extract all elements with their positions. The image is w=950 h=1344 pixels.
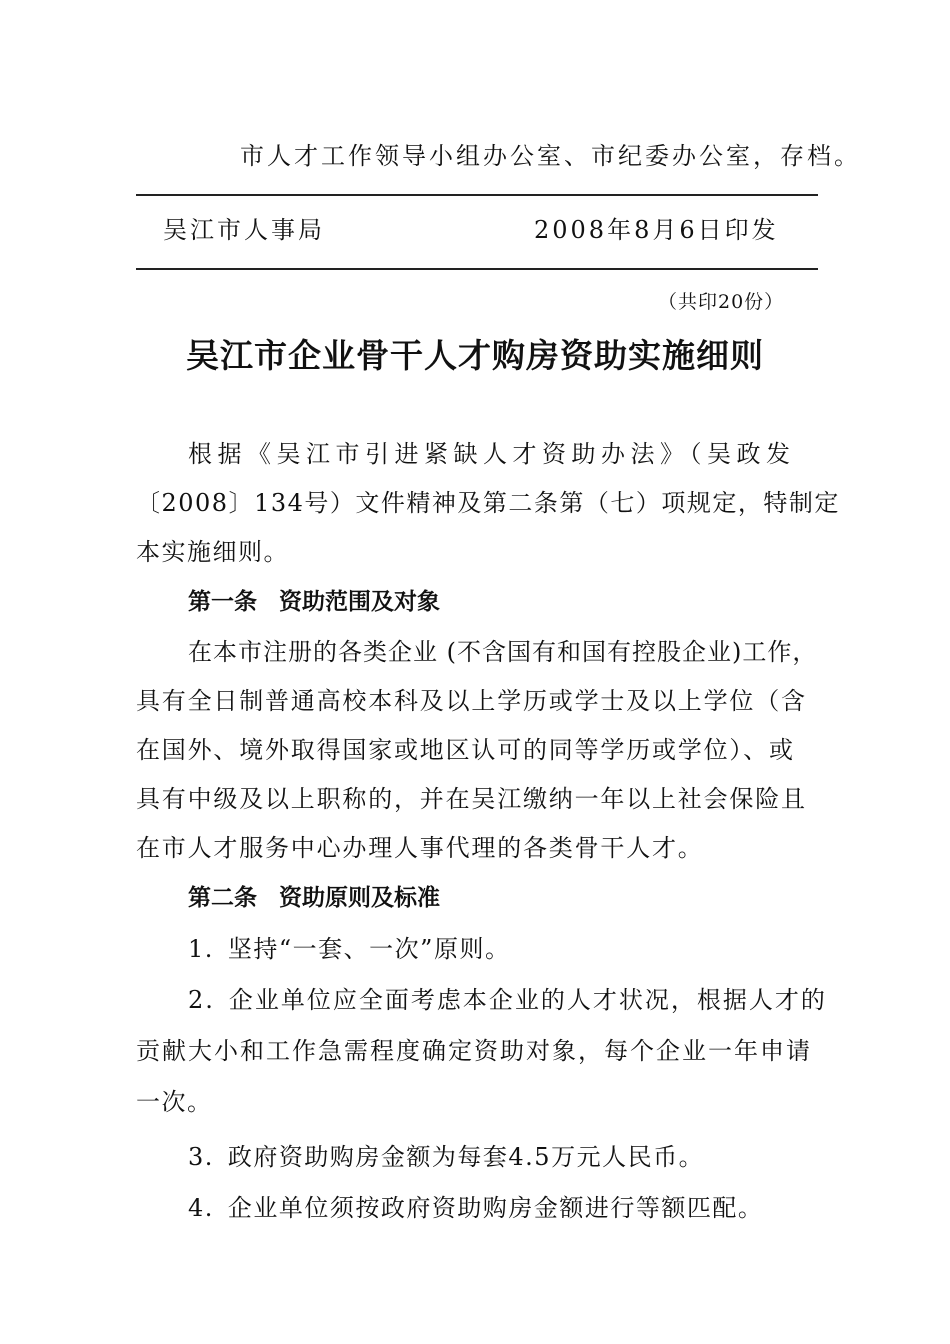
item-text: 政府资助购房金额为每套4.5万元人民币。 (227, 1143, 705, 1171)
intro-line: 本实施细则。 (136, 538, 289, 566)
header-rule-top (136, 194, 818, 196)
item-text: 企业单位须按政府资助购房金额进行等额匹配。 (227, 1194, 764, 1222)
issuer-name: 吴江市人事局 (163, 216, 325, 244)
article-1-line: 在市人才服务中心办理人事代理的各类骨干人才。 (136, 834, 704, 862)
intro-line: 〔2008〕134号）文件精神及第二条第（七）项规定，特制定 (136, 489, 840, 517)
issue-date: 2008年8月6日印发 (534, 216, 779, 244)
article-1-line: 在本市注册的各类企业 (不含国有和国有控股企业)工作， (188, 638, 818, 666)
item-number: 2. (188, 986, 215, 1014)
item-line: 贡献大小和工作急需程度确定资助对象，每个企业一年申请 (136, 1037, 812, 1065)
article-2-item (136, 924, 826, 975)
item-number: 3. (188, 1143, 214, 1171)
article-1-title: 资助范围及对象 (279, 589, 440, 615)
intro-paragraph (136, 430, 840, 577)
article-2-number: 第二条 (188, 885, 257, 911)
article-2-heading (136, 873, 826, 924)
article-1-paragraph (136, 628, 826, 873)
article-1-number: 第一条 (188, 589, 257, 615)
intro-line: 根据《吴江市引进紧缺人才资助办法》（吴政发 (188, 440, 796, 468)
copies-count: （共印20份） (658, 291, 785, 313)
article-2-item (136, 1183, 826, 1234)
item-text: 企业单位应全面考虑本企业的人才状况，根据人才的 (228, 986, 827, 1014)
item-text: 坚持“一套、一次”原则。 (227, 935, 511, 963)
article-1-heading (136, 577, 826, 628)
item-line: 一次。 (136, 1088, 213, 1116)
document-title: 吴江市企业骨干人才购房资助实施细则 (186, 336, 764, 375)
distribution-line: 市人才工作领导小组办公室、市纪委办公室，存档。 (240, 142, 861, 170)
article-1-line: 具有中级及以上职称的，并在吴江缴纳一年以上社会保险且 (136, 785, 807, 813)
item-line (136, 975, 826, 1026)
article-1-line: 在国外、境外取得国家或地区认可的同等学历或学位）、或 (136, 736, 795, 764)
article-2-title: 资助原则及标准 (279, 885, 440, 911)
article-2-item (136, 975, 826, 1128)
article-2-item (136, 1132, 826, 1183)
article-1-line: 具有全日制普通高校本科及以上学历或学士及以上学位（含 (136, 687, 807, 715)
item-number: 4. (188, 1194, 214, 1222)
document-body (136, 430, 840, 1234)
item-number: 1. (188, 935, 214, 963)
header-rule-bottom (136, 268, 818, 270)
